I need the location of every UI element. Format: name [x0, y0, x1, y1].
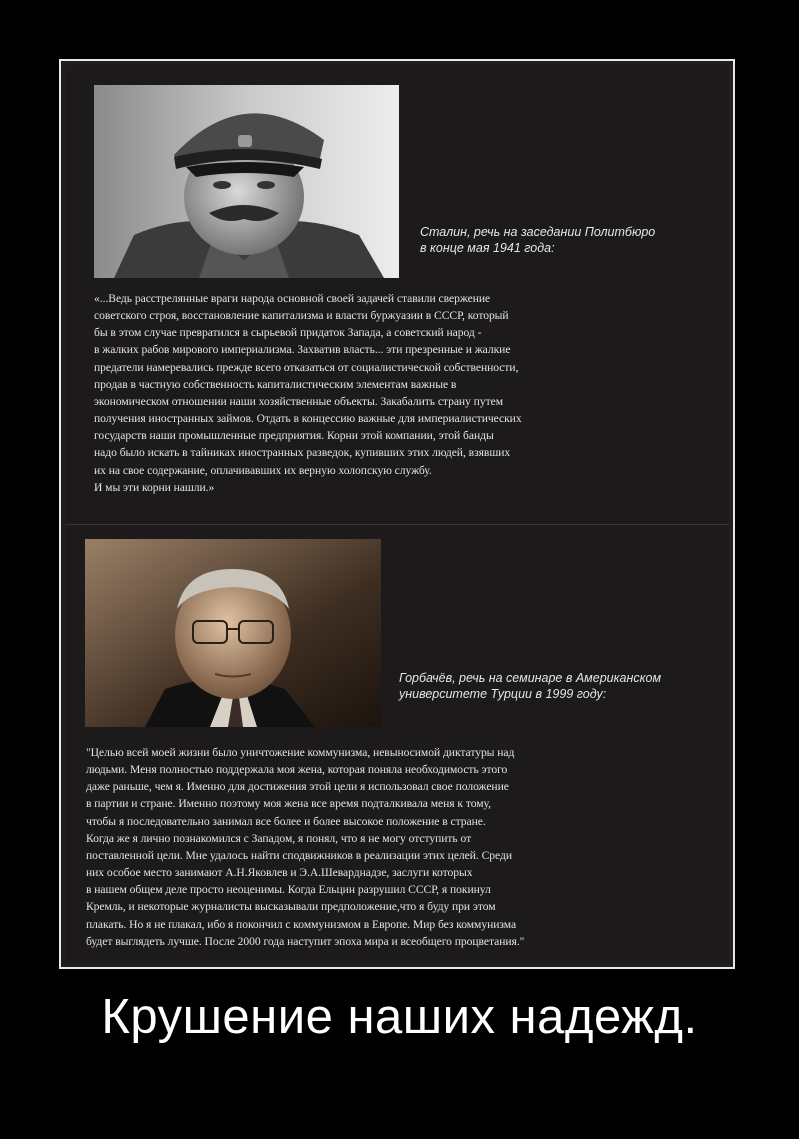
section-divider: [65, 524, 729, 525]
poster-title: Крушение наших надежд.: [101, 990, 698, 1044]
stalin-caption-text: Сталин, речь на заседании Политбюро в конце мая 1941 года:: [420, 225, 656, 255]
stalin-quote: «...Ведь расстрелянные враги народа основной своей задачей ставили свержение советского строя, восстановление капитализма и власти буржуазии в СССР, который бы в этом случае превратился в сырьевой придаток Запада, а советский народ - в жалких рабов мирового империализма. Захватив власть... эти презренные и жалкие предатели намеревались прежде всего отказаться от социалистической собственности, продав в частную собственность капиталистическим элементам важные в экономическом отношении наши хозяйственные объекты. Закабалить страну путем получения иностранных займов. Отдать в концессию важные для империалистических государств наши промышленные предприятия. Корни этой компании, этой банды надо было искать в тайниках иностранных разведок, купивших этих людей, взявших их на свое содержание, оплачивавших их верную холопскую службу. И мы эти корни нашли.»: [94, 292, 522, 494]
gorbachev-caption: [399, 670, 719, 702]
gorbachev-quote: "Целью всей моей жизни было уничтожение коммунизма, невыносимой диктатуры над людьми. Меня полностью поддержала моя жена, которая поняла необходимость этого даже раньше, чем я. Именно для достижения этой цели я использовал свое положение в партии и стране. Именно поэтому моя жена все время подталкивала меня к тому, чтобы я последовательно занимал все более и более высокое положение в стране. Когда же я лично познакомился с Западом, я понял, что я не могу отступить от поставленной цели. Мне удалось найти сподвижников в реализации этих целей. Среди них особое место занимают А.Н.Яковлев и Э.А.Шеварднадзе, заслуги которых в нашем общем деле просто неоценимы. Когда Ельцин разрушил СССР, я покинул Кремль, и некоторые журналисты высказывали предположение,что я буду при этом плакать. Но я не плакал, ибо я покончил с коммунизмом в Европе. Мир без коммунизма будет выглядеть лучше. После 2000 года наступит эпоха мира и всеобщего процветания.": [86, 746, 525, 948]
poster-panel: [65, 65, 729, 963]
stalin-caption: [420, 224, 720, 256]
stalin-photo: [94, 85, 399, 278]
poster-frame: [59, 59, 735, 969]
gorbachev-caption-text: Горбачёв, речь на семинаре в Американском университете Турции в 1999 году:: [399, 671, 662, 701]
gorbachev-photo: [85, 539, 381, 727]
